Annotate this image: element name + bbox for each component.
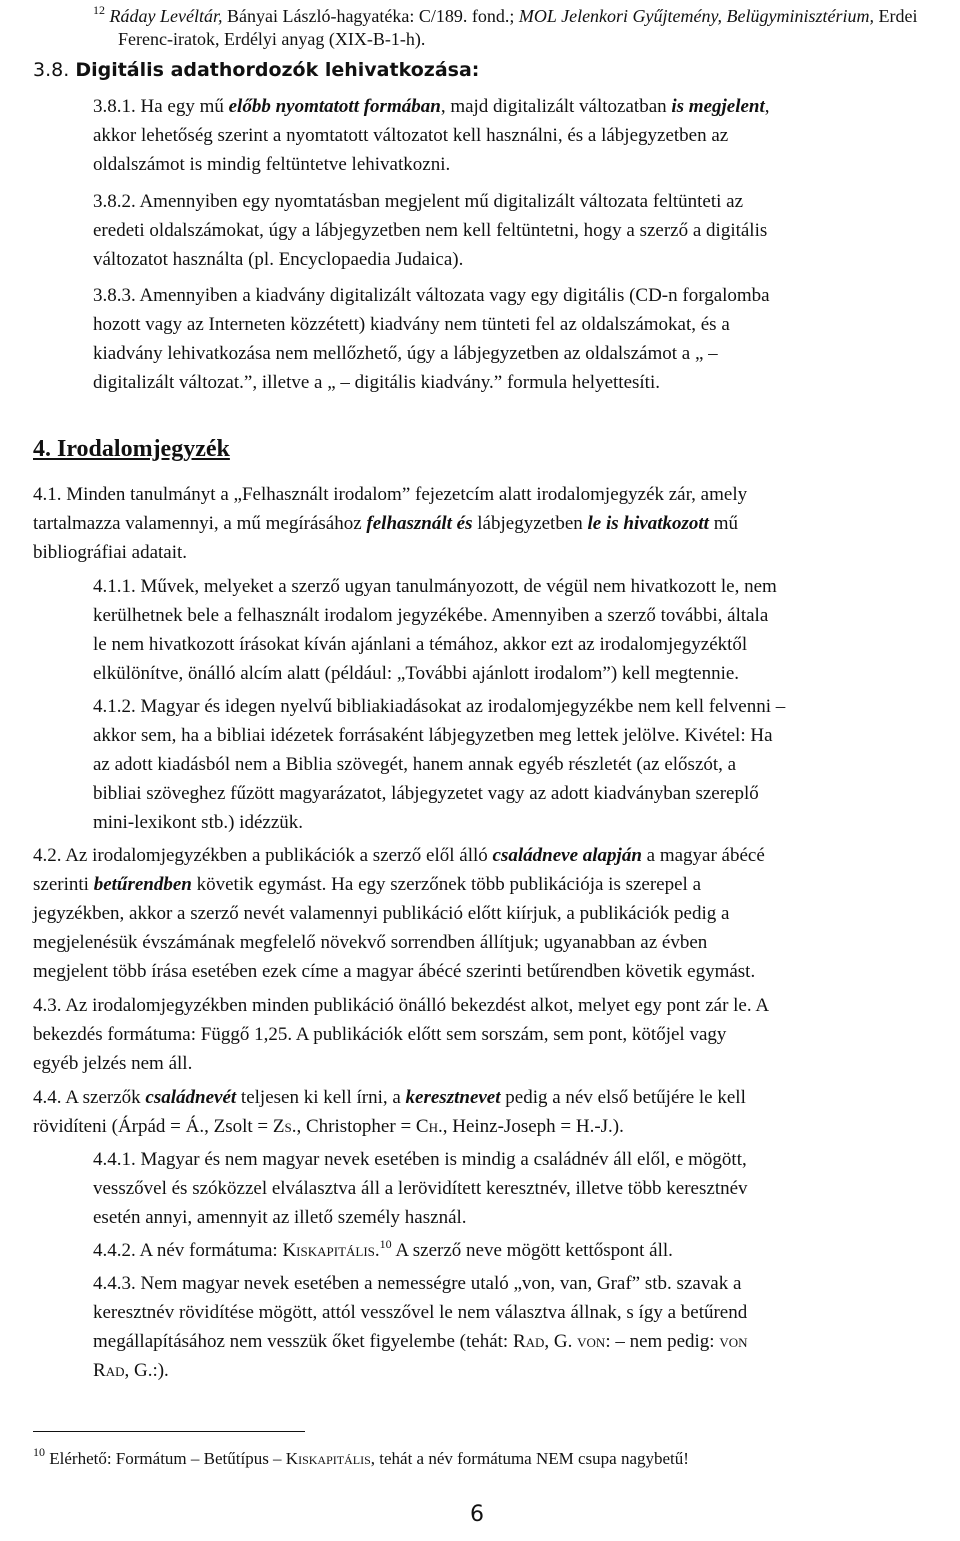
para-4-3-number: 4.3. [33,995,62,1016]
para-4-1-1-line-3: le nem hivatkozott írásokat kíván ajánlani a témához, akkor ezt az irodalomjegyzéktől [93,634,748,655]
para-4-4-3-line-3 [93,1327,747,1356]
para-4-2-emph-2: betűrendben [93,874,192,895]
para-3-8-1-number: 3.8.1. [93,96,136,117]
para-4-4-text-2d: h [428,1116,438,1137]
para-4-3-text: Az irodalomjegyzékben minden publikáció önálló bekezdést alkot, melyet egy pont zár le. A [65,995,770,1016]
section-3-8-number: 3.8. [33,59,70,81]
footnote-12-source-b: Bányai László-hagyatéka: C/189. fond.; [222,6,519,26]
para-3-8-1-line-3: oldalszámot is mindig feltüntetve lehivatkozni. [93,154,451,175]
para-4-2-line-5: megjelent több írása esetében ezek címe a magyar ábécé szerinti betűrendben követik egymást. [33,961,756,982]
para-3-8-1-text-c: , majd digitalizált változatban [440,96,672,117]
footnote-separator [33,1431,305,1432]
para-3-8-3-line-2: hozott vagy az Interneten közzétett) kiadvány nem tünteti fel az oldalszámokat, és a [93,314,730,335]
para-3-8-1-line-2: akkor lehetőség szerint a nyomtatott változatot kell használni, és a lábjegyzetben az [93,125,729,146]
para-4-2-line-2 [33,870,701,899]
para-4-4-emph-1: családnevét [145,1087,237,1108]
para-4-3-line-2: bekezdés formátuma: Függő 1,25. A publikációk előtt sem sorszám, sem pont, kötőjel vagy [33,1024,727,1045]
para-4-1-2-text: Magyar és idegen nyelvű bibliakiadásokat az irodalomjegyzékbe nem kell felvenni – [140,696,786,717]
para-4-1-text-a: tartalmazza valamennyi, a mű megírásához [33,513,367,534]
para-4-1-2-line-3: az adott kiadásból nem a Biblia szövegét, hanem annak egyéb részletét (az előszót, a [93,754,737,775]
para-3-8-1-line-1 [93,92,770,121]
para-3-8-2-line-1 [93,187,743,216]
section-3-8-title: Digitális adathordozók lehivatkozása: [75,59,480,81]
para-3-8-3-text: Amennyiben a kiadvány digitalizált változata vagy egy digitális (CD-n forgalomba [139,285,770,306]
para-4-4-text-a: A szerzők [65,1087,146,1108]
para-4-1-emph-1: felhasznált és [366,513,473,534]
para-4-2-text-2a: szerinti [33,874,94,895]
para-4-4-3-text-4c: , G.:). [124,1360,169,1381]
footnote-12-source-c: MOL Jelenkori Gyűjtemény, Belügyminisztérium, [518,6,874,26]
footnote-12-number: 12 [93,3,105,17]
para-4-4-1-line-2: vesszővel és szóközzel elválasztva áll a lerövidített keresztnév, illetve több keresztnév [93,1178,748,1199]
para-4-2-line-1 [33,841,765,870]
para-4-4-1-line-1 [93,1145,747,1174]
footnote-10 [33,1444,689,1475]
para-4-3-line-1 [33,991,769,1020]
para-4-1-line-3: bibliográfiai adatait. [33,542,188,563]
para-4-1-text-c: lábjegyzetben [472,513,588,534]
para-4-4-text-e: pedig a név első betűjére le kell [500,1087,746,1108]
para-4-1-2-number: 4.1.2. [93,696,136,717]
para-4-4-3-line-2: keresztnév rövidítése mögött, attól vesszővel le nem választva állnak, s így a betűrend [93,1302,748,1323]
para-3-8-3-line-4: digitalizált változat.”, illetve a „ – digitális kiadvány.” formula helyettesíti. [93,372,660,393]
para-4-2-text-a: Az irodalomjegyzékben a publikációk a szerző elől álló [65,845,493,866]
para-4-1-1-text: Művek, melyeket a szerző ugyan tanulmányozott, de végül nem hivatkozott le, nem [140,576,777,597]
para-3-8-3-line-1 [93,281,770,310]
para-4-1-1-number: 4.1.1. [93,576,136,597]
footnote-10-number: 10 [33,1445,45,1459]
footnote-12-source-a: Ráday Levéltár, [109,6,223,26]
para-4-4-3-text-3e: : – nem pedig: [605,1331,720,1352]
para-4-4-text-2b: s [284,1116,292,1137]
para-3-8-1-text-e: , [764,96,770,117]
para-3-8-1-text-a: Ha egy mű [140,96,229,117]
para-4-1-text-e: mű [708,513,738,534]
para-3-8-2-line-3: változatot használta (pl. Encyclopaedia Judaica). [93,249,464,270]
para-4-2-line-4: megjelenésük évszámának megfelelő növekvő sorrendben állítjuk; ugyanabban az évben [33,932,708,953]
section-3-8-heading [33,56,479,85]
footnote-10-smallcaps: iskapitális [298,1449,371,1468]
para-4-4-3-text-3a: megállapításához nem vesszük őket figyelembe (tehát: R [93,1331,526,1352]
para-4-4-3-sc-4: ad [105,1360,125,1381]
page-number: 6 [470,1502,484,1527]
para-3-8-2-text: Amennyiben egy nyomtatásban megjelent mű digitalizált változata feltünteti az [139,191,744,212]
para-4-2-number: 4.2. [33,845,62,866]
para-4-4-2-text-d: A szerző neve mögött kettőspont áll. [391,1240,673,1261]
para-4-4-2-text-c: . [374,1240,380,1261]
para-4-4-text-2a: rövidíteni (Árpád = Á., Zsolt = Z [33,1116,285,1137]
para-4-1-2-line-2: akkor sem, ha a bibliai idézetek forrásaként lábjegyzetben meg lettek jelölve. Kivétel: Ha [93,725,773,746]
para-4-4-text-2e: ., Heinz-Joseph = H.-J.). [437,1116,624,1137]
para-4-2-line-3: jegyzékben, akkor a szerző nevét valamennyi publikáció előtt kiírjuk, a publikációk pedig a [33,903,730,924]
para-4-4-3-number: 4.4.3. [93,1273,136,1294]
section-4-heading: 4. Irodalomjegyzék [33,436,230,462]
para-3-8-3-line-3: kiadvány lehivatkozása nem mellőzhető, úgy a lábjegyzetben az oldalszámot a „ – [93,343,718,364]
para-4-4-3-sc-2: von [577,1331,606,1352]
para-4-1-2-line-1 [93,692,785,721]
footnote-ref-10: 10 [379,1237,392,1251]
para-4-1-emph-2: le is hivatkozott [587,513,709,534]
para-4-4-text-c: teljesen ki kell írni, a [236,1087,406,1108]
para-4-4-line-2 [33,1112,624,1141]
para-4-4-2-line-1 [93,1236,673,1267]
para-3-8-2-line-2: eredeti oldalszámokat, úgy a lábjegyzetben nem kell feltüntetni, hogy a szerző a digitális [93,220,768,241]
para-4-1-1-line-2: kerülhetnek bele a felhasznált irodalom jegyzékébe. Amennyiben a szerző további, általa [93,605,769,626]
para-4-1-text: Minden tanulmányt a „Felhasznált irodalom” fejezetcím alatt irodalomjegyzék zár, amely [66,484,748,505]
para-4-1-2-line-4: bibliai szöveghez fűzött magyarázatot, lábjegyzetet vagy az adott kiadványban szereplő [93,783,759,804]
footnote-12-line-2: Ferenc-iratok, Erdélyi anyag (XIX-B-1-h). [118,29,426,49]
para-4-4-1-text: Magyar és nem magyar nevek esetében is mindig a családnév áll elől, e mögött, [140,1149,747,1170]
para-4-4-2-number: 4.4.2. [93,1240,136,1261]
para-4-4-emph-2: keresztnevet [405,1087,501,1108]
para-4-4-3-sc-1: ad [525,1331,545,1352]
para-4-4-3-text: Nem magyar nevek esetében a nemességre utaló „von, van, Graf” stb. szavak a [140,1273,742,1294]
para-3-8-1-emph-1: előbb nyomtatott formában [228,96,441,117]
para-4-2-text-2c: követik egymást. Ha egy szerzőnek több publikációja is szerepel a [191,874,702,895]
para-3-8-2-number: 3.8.2. [93,191,136,212]
para-4-4-2-smallcaps: Kiskapitális [282,1240,375,1261]
para-4-4-1-line-3: esetén annyi, amennyit az illető személy használ. [93,1207,467,1228]
para-4-4-2-text-a: A név formátuma: [139,1240,283,1261]
para-4-4-line-1 [33,1083,746,1112]
para-4-4-number: 4.4. [33,1087,62,1108]
para-4-4-3-text-4a: R [93,1360,106,1381]
para-4-4-3-line-4 [93,1356,169,1385]
para-4-1-line-1 [33,480,747,509]
para-4-1-1-line-1 [93,572,777,601]
footnote-10-text-c: , tehát a név formátuma NEM csupa nagybetű! [370,1449,689,1468]
para-4-4-3-sc-3: von [719,1331,748,1352]
para-4-4-text-2c: ., Christopher = C [291,1116,429,1137]
para-4-4-1-number: 4.4.1. [93,1149,136,1170]
para-3-8-3-number: 3.8.3. [93,285,136,306]
para-4-1-2-line-5: mini-lexikont stb.) idézzük. [93,812,304,833]
para-3-8-1-emph-2: is megjelent [671,96,765,117]
para-4-1-1-line-4: elkülönítve, önálló alcím alatt (például: „További ajánlott irodalom”) kell megtennie. [93,663,740,684]
footnote-12-source-d: Erdei [874,6,918,26]
para-4-4-3-text-3c: , G. [544,1331,578,1352]
footnote-10-text-a: Elérhető: Formátum – Betűtípus – K [45,1449,299,1468]
para-4-1-number: 4.1. [33,484,62,505]
para-4-1-line-2 [33,509,738,538]
para-4-2-text-c: a magyar ábécé [641,845,765,866]
para-4-2-emph-1: családneve alapján [492,845,642,866]
para-4-4-3-line-1 [93,1269,741,1298]
para-4-3-line-3: egyéb jelzés nem áll. [33,1053,193,1074]
